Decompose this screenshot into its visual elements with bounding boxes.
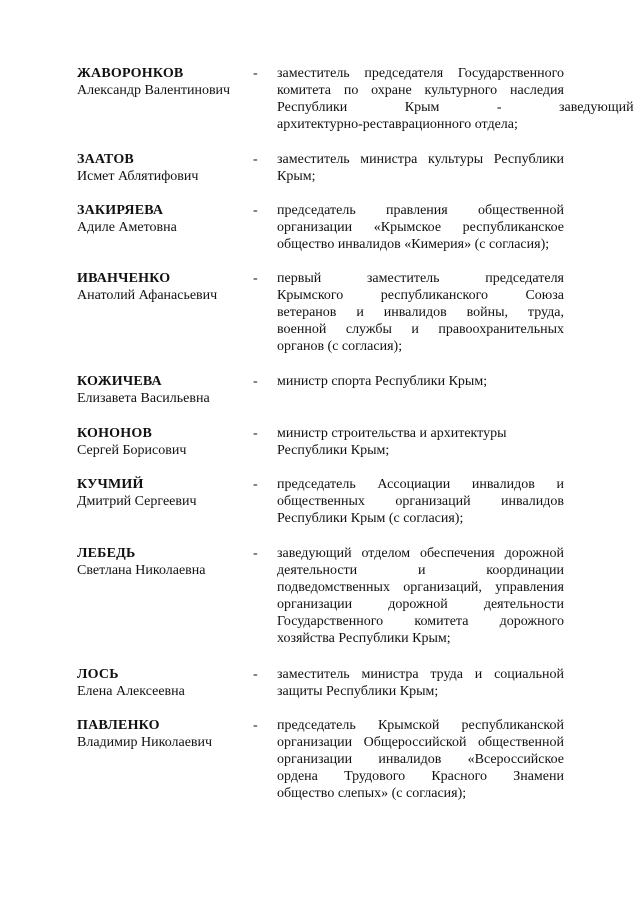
position-line: архитектурно-реставрационного отдела; [277,117,518,132]
member-given-names: Владимир Николаевич [77,735,213,750]
position-line: деятельности и координации [277,563,564,578]
member-given-names: Исмет Аблятифович [77,169,199,184]
position-line: министр строительства и архитектуры [277,426,507,441]
member-given-names: Елена Алексеевна [77,684,185,699]
member-position [277,476,564,527]
position-line: Республики Крым; [277,443,390,458]
member-position [277,373,564,390]
position-line: заместитель председателя Государственного [277,66,564,81]
position-line: органов (с согласия); [277,339,403,354]
position-line: председатель правления общественной [277,203,564,218]
position-line: подведомственных организаций, управления [277,580,564,595]
position-line: заведующий отделом обеспечения дорожной [277,546,564,561]
position-line: Республики Крым - заведующий [277,100,634,115]
separator-dash: - [253,426,258,441]
member-position [277,202,564,253]
member-position [277,151,564,185]
member-position [277,270,564,355]
member-name-block [77,717,252,751]
position-line: ветеранов и инвалидов войны, труда, [277,305,564,320]
position-line: министр спорта Республики Крым; [277,374,488,389]
member-position [277,717,564,802]
member-surname: ИВАНЧЕНКО [77,271,171,286]
member-surname: ЖАВОРОНКОВ [77,66,184,81]
position-line: заместитель министра труда и социальной [277,667,564,682]
member-surname: ЛЕБЕДЬ [77,546,136,561]
member-name-block [77,425,252,459]
separator-dash: - [253,374,258,389]
member-given-names: Елизавета Васильевна [77,391,210,406]
member-name-block [77,151,252,185]
position-line: ордена Трудового Красного Знамени [277,769,564,784]
separator-dash: - [253,667,258,682]
member-name-block [77,202,252,236]
member-given-names: Сергей Борисович [77,443,187,458]
position-line: Государственного комитета дорожного [277,614,564,629]
position-line: организации дорожной деятельности [277,597,564,612]
member-surname: ПАВЛЕНКО [77,718,160,733]
member-surname: КОЖИЧЕВА [77,374,162,389]
position-line: военной службы и правоохранительных [277,322,564,337]
member-position [277,65,634,133]
separator-dash: - [253,546,258,561]
position-line: председатель Крымской республиканской [277,718,564,733]
position-line: организации инвалидов «Всероссийское [277,752,564,767]
member-name-block [77,373,252,407]
separator-dash: - [253,66,258,81]
position-line: общественных организаций инвалидов [277,494,564,509]
member-name-block [77,545,252,579]
member-name-block [77,65,252,99]
position-line: Крым; [277,169,316,184]
member-surname: КОНОНОВ [77,426,152,441]
member-given-names: Светлана Николаевна [77,563,206,578]
position-line: заместитель министра культуры Республики [277,152,564,167]
member-given-names: Адиле Аметовна [77,220,177,235]
position-line: председатель Ассоциации инвалидов и [277,477,564,492]
position-line: Республики Крым (с согласия); [277,511,464,526]
member-name-block [77,270,252,304]
position-line: защиты Республики Крым; [277,684,439,699]
separator-dash: - [253,271,258,286]
member-position [277,425,564,459]
member-surname: ЛОСЬ [77,667,119,682]
position-line: комитета по охране культурного наследия [277,83,564,98]
position-line: общество инвалидов «Кимерия» (с согласия); [277,237,550,252]
position-line: общество слепых» (с согласия); [277,786,467,801]
position-line: первый заместитель председателя [277,271,564,286]
member-position [277,545,564,647]
member-name-block [77,476,252,510]
member-surname: ЗААТОВ [77,152,134,167]
member-position [277,666,564,700]
member-name-block [77,666,252,700]
separator-dash: - [253,152,258,167]
member-given-names: Дмитрий Сергеевич [77,494,197,509]
member-given-names: Александр Валентинович [77,83,231,98]
position-line: Крымского республиканского Союза [277,288,564,303]
member-given-names: Анатолий Афанасьевич [77,288,218,303]
member-surname: КУЧМИЙ [77,477,144,492]
position-line: организации «Крымское республиканское [277,220,564,235]
member-surname: ЗАКИРЯЕВА [77,203,164,218]
position-line: хозяйства Республики Крым; [277,631,451,646]
separator-dash: - [253,203,258,218]
separator-dash: - [253,477,258,492]
separator-dash: - [253,718,258,733]
position-line: организации Общероссийской общественной [277,735,564,750]
